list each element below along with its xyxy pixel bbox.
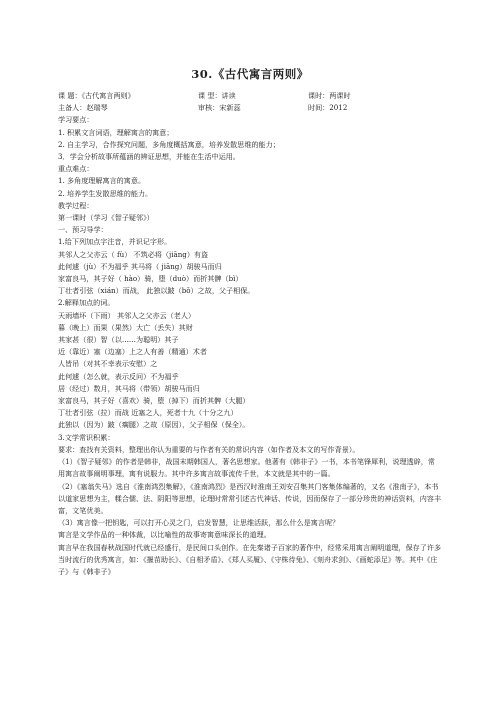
text-line: 人皆吊（对其不幸表示安慰）之 <box>58 359 158 369</box>
text-line: 近（靠近）塞（边塞）上之人有善（精通）术者 <box>58 347 207 357</box>
lesson-type: 课 型：讲读 <box>198 91 236 100</box>
meta-row-1 <box>58 90 442 102</box>
note-paragraph: （3）寓言像一把钥匙，可以打开心灵之门，启发智慧，让思维活跃，那么什么是寓言呢？ <box>58 518 340 528</box>
body-lines <box>58 114 442 578</box>
document-title: 30.《古代寓言两则》 <box>191 67 309 81</box>
text-line: 2.解释加点的词。 <box>58 298 115 308</box>
text-line: 学习要点： <box>58 115 94 125</box>
requirement-paragraph: 要求：查找有关资料，整理出你认为重要的与作者有关的常识内容（如作者及本文的写作背景）。 <box>58 444 360 454</box>
text-line: 此何遽（怎么就，表示反问）不为福乎 <box>58 371 179 381</box>
text-line: 1. 多角度理解寓言的寓意。 <box>58 176 146 186</box>
lesson-topic: 课 题：《古代寓言两则》 <box>58 91 135 100</box>
text-line: 1.给下列加点字注音，并识记字形。 <box>58 237 172 247</box>
text-line: 3.文学常识积累： <box>58 432 115 442</box>
reviewer: 审核：宋新蕊 <box>198 103 241 113</box>
note-paragraph: 寓言是文学作品的一种体裁，以比喻性的故事寄寓意味深长的道理。 <box>58 530 271 540</box>
prep-time: 时间：2012 <box>308 103 348 113</box>
text-line: 居（经过）数月，其马将（带领）胡骏马而归 <box>58 383 200 393</box>
preparer: 主备人：赵瑞琴 <box>58 103 108 113</box>
text-line: 教学过程： <box>58 200 94 210</box>
text-line: 家富良马，其子好（喜欢）骑，堕（掉下）而折其髀（大腿） <box>58 396 250 406</box>
text-line: 此独以（因为）跛（瘸腿）之故（原因），父子相保（保全）。 <box>58 420 250 430</box>
note-paragraph: （2）《塞翁失马》选自《淮南鸿烈集解》，《淮南鸿烈》是西汉时淮南王刘安召集其门客集体编著的，又名《淮南子》，本书以道家思想为主，糅合儒、法、阴阳等思想，论理时常常引述古代神话、传说，因而保存了一部分珍贵的神话资料，内容丰富，文笔优美。 <box>58 481 442 515</box>
text-line: 其家甚（很）智（以……为聪明）其子 <box>58 335 179 345</box>
text-line: 天雨墙坏（下雨） 其邻人之父亦云（老人） <box>58 310 196 320</box>
text-line: 第一课时（学习《智子疑邻》） <box>58 213 154 223</box>
note-paragraph: （1）《智子疑邻》的作者是韩非，战国末期韩国人，著名思想家。他著有《韩非子》一书，本书笔锋犀利，说理透辟，常用寓言故事阐明事理，寓有说服力。其中许多寓言故事流传千世，本文就是其中的一篇。 <box>58 457 435 479</box>
text-line: 暮（晚上）而果（果然）大亡（丢失）其财 <box>58 322 193 332</box>
text-line: 一、预习导学： <box>58 225 108 235</box>
text-line: 2. 自主学习，合作探究问题，多角度概括寓意，培养发散思维的能力； <box>58 139 280 149</box>
note-paragraph: 寓言早在我国春秋战国时代就已经盛行，是民间口头创作。在先秦诸子百家的著作中，经常采用寓言阐明道理，保存了许多当时流行的优秀寓言，如：《揠苗助长》、《自相矛盾》、《郑人买履》、《守株待兔》、《刻舟求剑》、《画蛇添足》等。其中《庄子》与《韩非子》 <box>58 542 442 576</box>
text-line: 1. 积累文言词语，理解寓言的寓意； <box>58 127 174 137</box>
text-line: 丁壮者引弦（xián）而战， 此独以跛（bǒ）之故，父子相保。 <box>58 286 255 296</box>
text-line: 家富良马，其子好（ hào）骑，堕（duò）而折其髀（bì） <box>58 274 243 284</box>
text-line: 其邻人之父亦云（ fù） 不筑必将（jiāng）有盗 <box>58 249 209 259</box>
text-line: 丁壮者引弦（拉）而战 近塞之人，死者十九（十分之九） <box>58 408 238 418</box>
text-line: 3．学会分析故事所蕴涵的辨证思想，并能在生活中运用。 <box>58 152 240 162</box>
text-line: 2. 培养学生发散思维的能力。 <box>58 188 153 198</box>
text-line: 重点难点： <box>58 164 94 174</box>
text-line: 此何遽（jù）不为福乎 其马将（ jiāng）胡骏马而归 <box>58 261 222 271</box>
meta-row-2 <box>58 102 442 114</box>
lesson-hours: 课时：两课时 <box>308 91 351 100</box>
